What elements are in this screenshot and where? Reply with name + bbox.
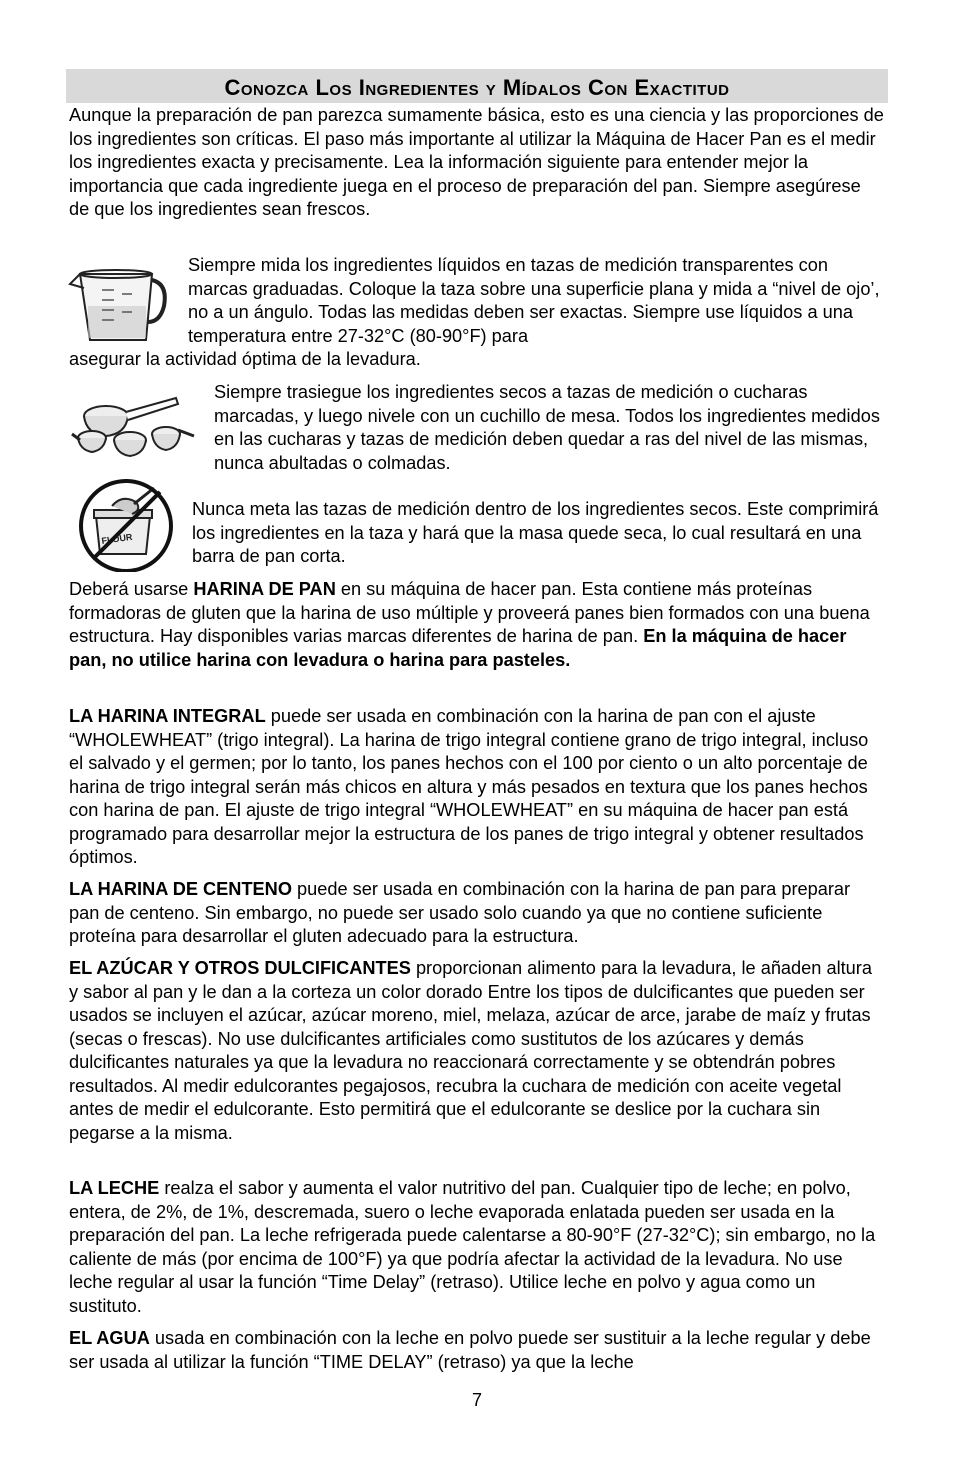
intro-paragraph: Aunque la preparación de pan parezca sumamente básica, esto es una ciencia y las proporciones de los ingredientes son críticas. El paso más importante al utilizar la Máquina de Hacer Pan es el medir los ingredientes exacta y precisamente. Lea la información siguiente para entender mejor la importancia que cada ingrediente juega en el proceso de preparación del pan. Siempre asegúrese de que los ingredientes sean frescos. xyxy=(69,105,884,219)
whole-wheat-text: puede ser usada en combinación con la harina de pan con el ajuste “WHOLEWHEAT” (trigo integral). La harina de trigo integral contiene grano de trigo integral, incluso el salvado y el germen; por lo tanto, los panes hechos con el 100 por ciento o un alto porcentaje de harina de trigo integral serán más chicos en altura y más pesados en textura que los panes hechos con harina de pan. El ajuste de trigo integral “WHOLEWHEAT” en su máquina de hacer pan está programado para desarrollar mejor la estructura de los panes de trigo integral y obtener resultados óptimos. xyxy=(69,706,869,867)
page-number: 7 xyxy=(471,1390,482,1410)
rye-text: puede ser usada en combinación con la harina de pan para preparar pan de centeno. Sin embargo, no puede ser usado solo cuando ya que no contiene suficiente proteína para desarrollar el gluten adecuado para la estructura. xyxy=(69,879,851,946)
whole-wheat-paragraph xyxy=(69,705,884,870)
bread-flour-intro: Deberá usarse xyxy=(69,579,194,599)
section-heading: Conozca Los Ingredientes y Mídalos Con Exactitud xyxy=(66,69,888,103)
bread-flour-text: en su máquina de hacer pan. Esta contiene más proteínas formadoras de gluten que la harina de uso múltiple y proveerá panes bien formados con una buena estructura. Hay disponibles varias marcas diferentes de harina de pan. xyxy=(69,579,870,646)
measuring-cup-icon xyxy=(66,262,170,346)
milk-paragraph xyxy=(69,1177,884,1318)
water-term: EL AGUA xyxy=(69,1328,150,1348)
bread-flour-warning: En la máquina de hacer pan, no utilice harina con levadura o harina para pasteles. xyxy=(69,626,847,670)
no-dip-icon xyxy=(66,476,190,572)
rye-paragraph xyxy=(69,878,884,949)
tip-dry-text: Siempre trasiegue los ingredientes secos a tazas de medición o cucharas marcadas, y luego nivele con un cuchillo de mesa. Todos los ingredientes medidos en las cucharas y tazas de medición deben quedar a ras del nivel de las mismas, nunca abultadas o colmadas. xyxy=(214,382,880,473)
sugar-term: EL AZÚCAR Y OTROS DULCIFICANTES xyxy=(69,958,411,978)
sugar-text: proporcionan alimento para la levadura, le añaden altura y sabor al pan y le dan a la corteza un color dorado Entre los tipos de dulcificantes que pueden ser usados se incluyen el azúcar, azúcar moreno, miel, melaza, azúcar de arce, jarabe de maíz y frutas (secas o frescas). No use dulcificantes artificiales como sustitutos de los azúcares y demás dulcificantes naturales ya que la levadura no reaccionará correctamente y se obtendrán pobres resultados. Al medir edulcorantes pegajosos, recubra la cuchara de medición con aceite vegetal antes de medir el edulcorante. Esto permitirá que el edulcorante se deslice por la cuchara sin pegarse a la misma. xyxy=(69,958,872,1143)
tip-liquid-text: Siempre mida los ingredientes líquidos en tazas de medición transparentes con marcas graduadas. Coloque la taza sobre una superficie plana y mida a “nivel de ojo’, no a un ángulo. Todas las medidas deben ser exactas. Siempre use líquidos a una temperatura entre 27-32°C (80-90°F) para xyxy=(188,255,880,346)
rye-term: LA HARINA DE CENTENO xyxy=(69,879,292,899)
bread-flour-paragraph xyxy=(69,578,884,672)
flour-label: FLOUR xyxy=(100,531,133,546)
milk-text: realza el sabor y aumenta el valor nutritivo del pan. Cualquier tipo de leche; en polvo, entera, de 2%, de 1%, descremada, suero o leche evaporada enlatada pueden ser usada en la preparación del pan. La leche refrigerada puede calentarse a 80-90°F (27-32°C); sin embargo, no la caliente de más (por encima de 100°F) ya que podría afectar la actividad de la levadura. No use leche regular al usar la función “Time Delay” (retraso). Utilice leche en polvo y agua como un sustituto. xyxy=(69,1178,876,1316)
sugar-paragraph xyxy=(69,957,884,1145)
whole-wheat-term: LA HARINA INTEGRAL xyxy=(69,706,266,726)
measuring-cups-icon xyxy=(66,388,198,464)
tip-nodip-text: Nunca meta las tazas de medición dentro de los ingredientes secos. Este comprimirá los ingredientes en la taza y hará que la masa quede seca, lo cual resultará en una barra de pan corta. xyxy=(192,499,879,566)
water-paragraph xyxy=(69,1327,884,1374)
water-text: usada en combinación con la leche en polvo puede ser sustituir a la leche regular y debe ser usada al utilizar la función “TIME DELAY” (retraso) ya que la leche xyxy=(69,1328,871,1372)
milk-term: LA LECHE xyxy=(69,1178,160,1198)
tip-liquid-text-tail: asegurar la actividad óptima de la levadura. xyxy=(69,349,421,369)
bread-flour-term: HARINA DE PAN xyxy=(193,579,336,599)
